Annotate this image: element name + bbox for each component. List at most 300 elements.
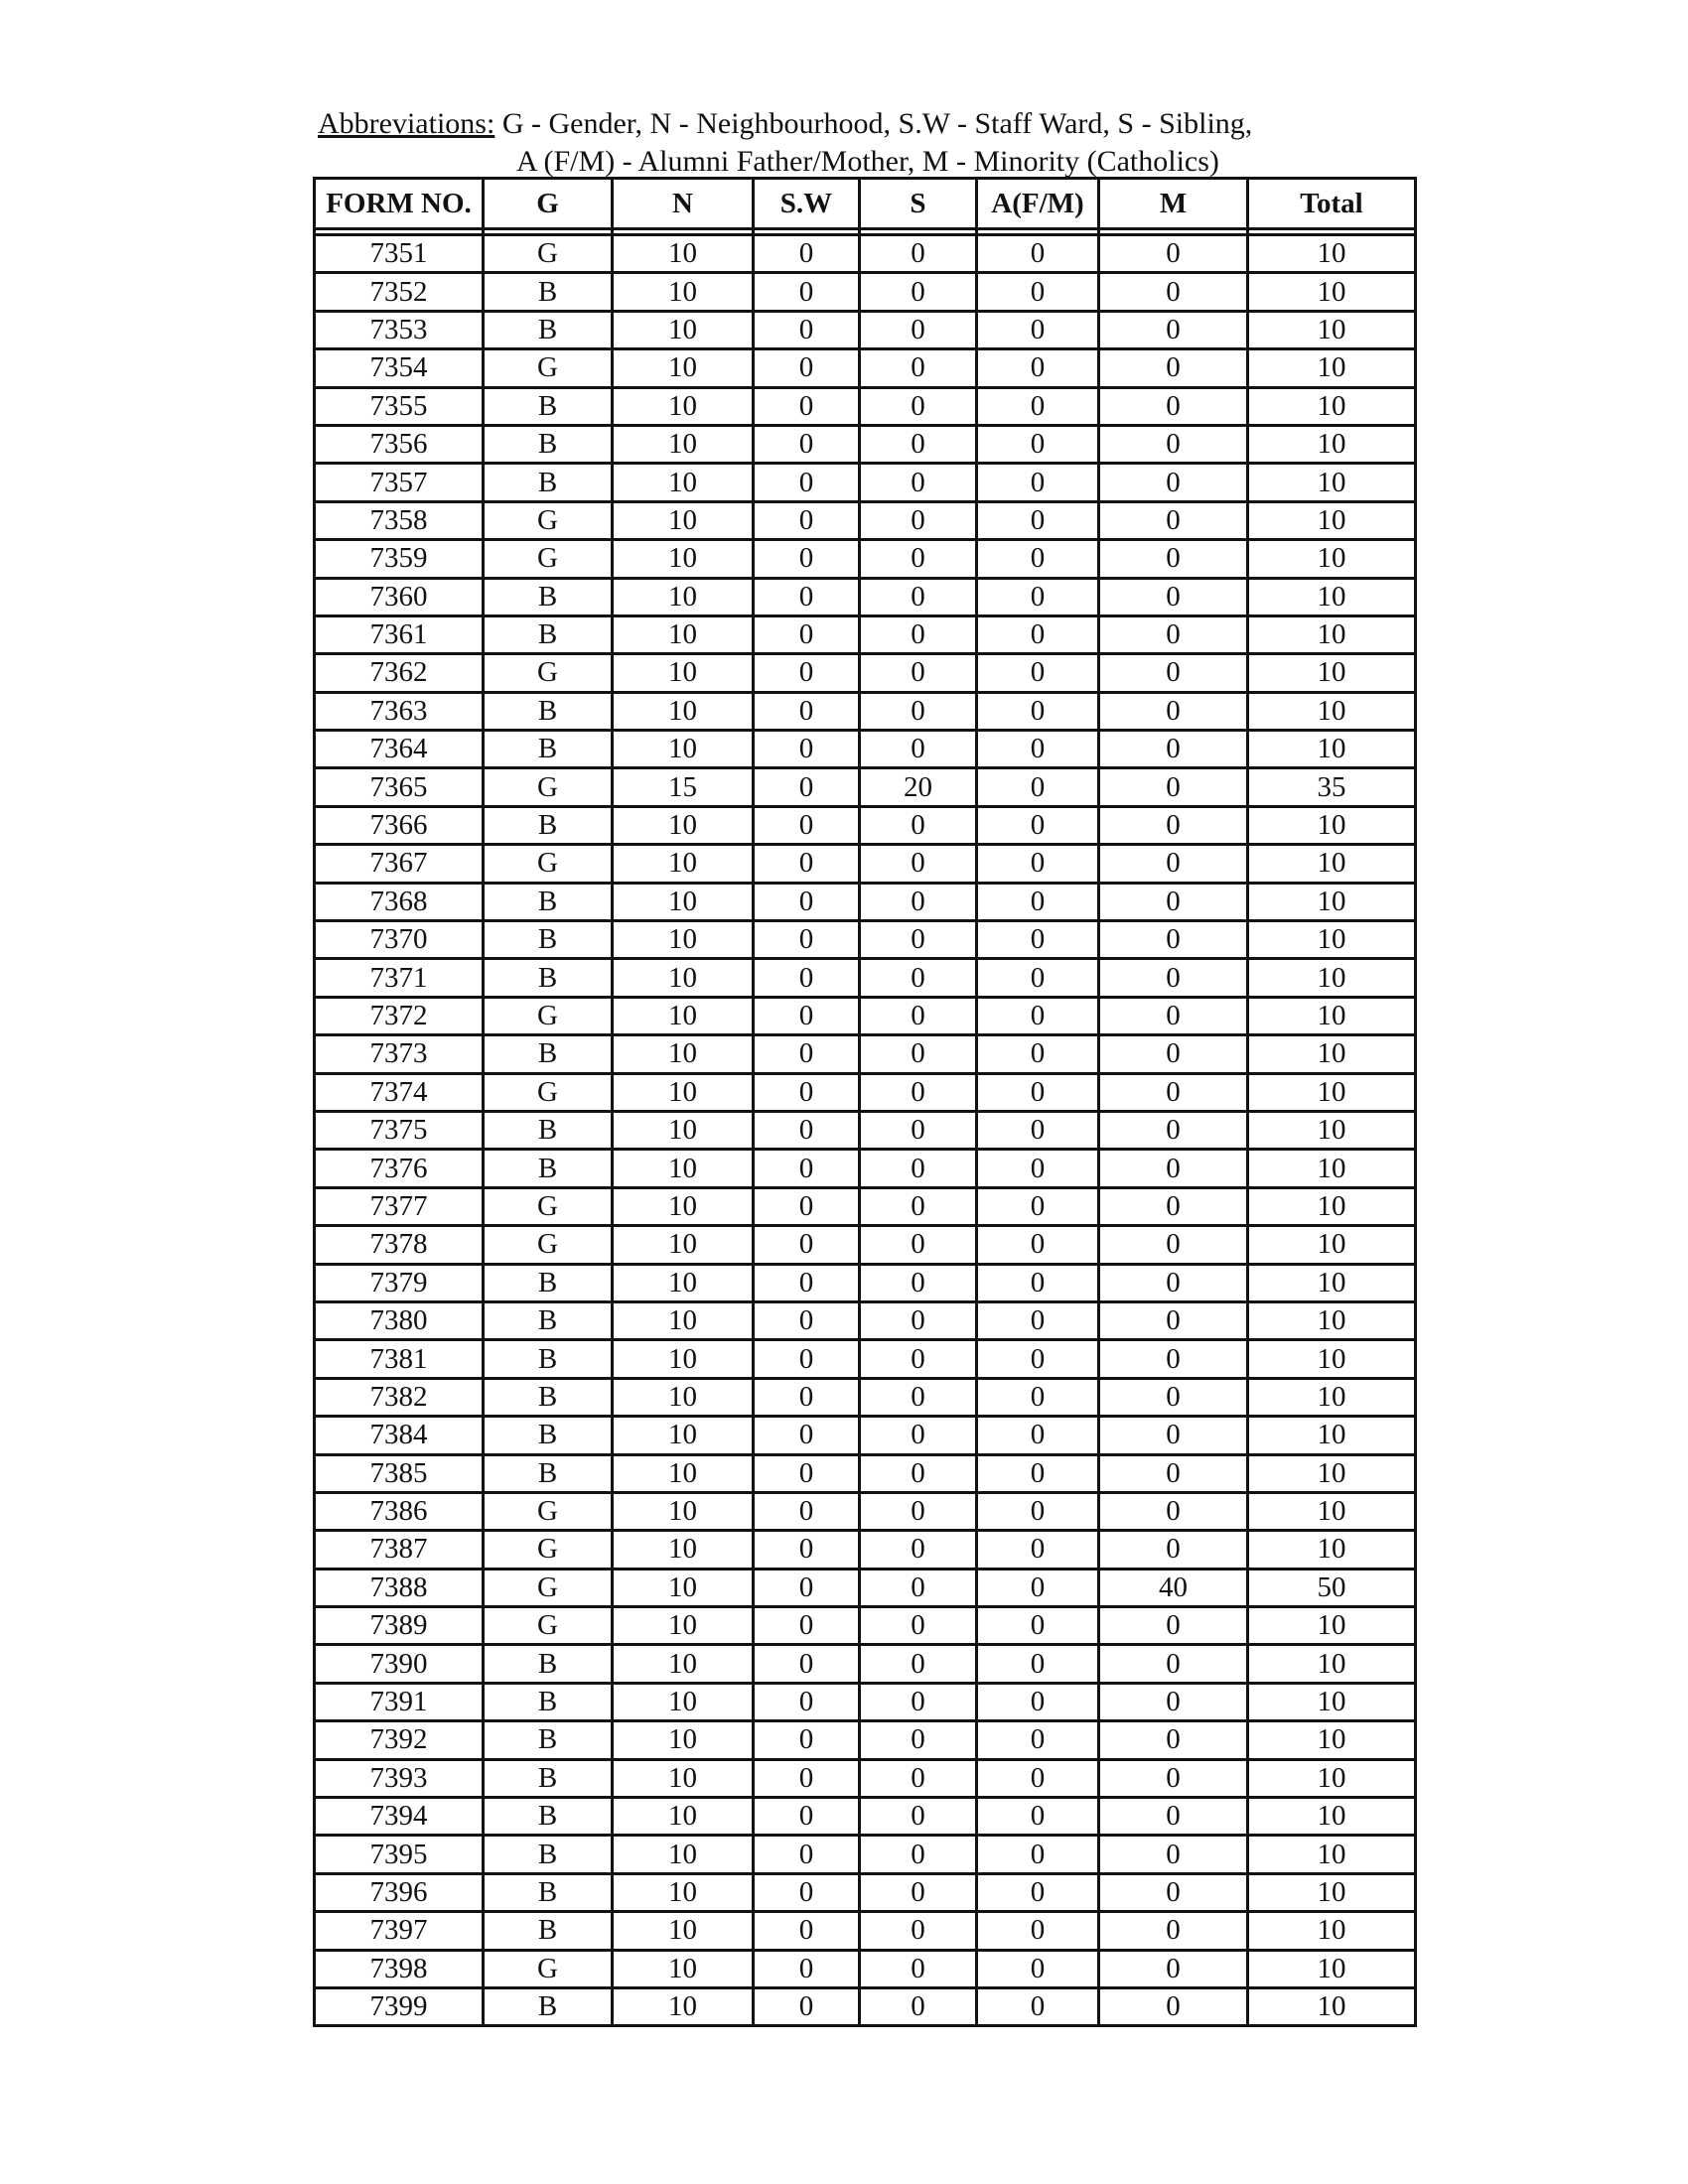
table-row bbox=[315, 1417, 1416, 1454]
form-no-cell: 7388 bbox=[315, 1569, 484, 1606]
sibling-cell: 0 bbox=[860, 959, 977, 997]
sibling-cell: 0 bbox=[860, 349, 977, 387]
staff-ward-cell: 0 bbox=[754, 311, 860, 348]
minority-cell: 0 bbox=[1099, 1035, 1248, 1073]
abbreviations-heading: Abbreviations: bbox=[318, 107, 495, 140]
neighbourhood-cell: 10 bbox=[613, 1111, 754, 1149]
neighbourhood-cell: 10 bbox=[613, 883, 754, 920]
alumni-cell: 0 bbox=[977, 1264, 1099, 1301]
total-cell: 10 bbox=[1248, 1873, 1416, 1911]
alumni-cell: 0 bbox=[977, 1378, 1099, 1416]
alumni-cell: 0 bbox=[977, 1759, 1099, 1797]
total-cell: 10 bbox=[1248, 349, 1416, 387]
minority-cell: 0 bbox=[1099, 1187, 1248, 1225]
total-cell: 10 bbox=[1248, 1150, 1416, 1187]
sibling-cell: 0 bbox=[860, 615, 977, 653]
sibling-cell: 0 bbox=[860, 1569, 977, 1606]
table-row bbox=[315, 1873, 1416, 1911]
form-no-cell: 7396 bbox=[315, 1873, 484, 1911]
total-cell: 10 bbox=[1248, 1531, 1416, 1569]
minority-cell: 0 bbox=[1099, 806, 1248, 844]
staff-ward-cell: 0 bbox=[754, 921, 860, 959]
alumni-cell: 0 bbox=[977, 806, 1099, 844]
staff-ward-cell: 0 bbox=[754, 1987, 860, 2025]
total-cell: 10 bbox=[1248, 921, 1416, 959]
neighbourhood-cell: 10 bbox=[613, 578, 754, 615]
sibling-cell: 0 bbox=[860, 921, 977, 959]
staff-ward-cell: 0 bbox=[754, 1912, 860, 1950]
gender-cell: B bbox=[484, 959, 613, 997]
sibling-cell: 0 bbox=[860, 1873, 977, 1911]
minority-cell: 0 bbox=[1099, 311, 1248, 348]
neighbourhood-cell: 10 bbox=[613, 1378, 754, 1416]
staff-ward-cell: 0 bbox=[754, 654, 860, 692]
neighbourhood-cell: 10 bbox=[613, 1569, 754, 1606]
form-no-cell: 7399 bbox=[315, 1987, 484, 2025]
gender-cell: G bbox=[484, 654, 613, 692]
alumni-cell: 0 bbox=[977, 845, 1099, 883]
minority-cell: 0 bbox=[1099, 615, 1248, 653]
alumni-cell: 0 bbox=[977, 501, 1099, 539]
total-cell: 10 bbox=[1248, 1454, 1416, 1492]
staff-ward-cell: 0 bbox=[754, 1187, 860, 1225]
alumni-cell: 0 bbox=[977, 1187, 1099, 1225]
form-no-cell: 7378 bbox=[315, 1226, 484, 1264]
table-row bbox=[315, 349, 1416, 387]
neighbourhood-cell: 10 bbox=[613, 1683, 754, 1720]
form-no-cell: 7387 bbox=[315, 1531, 484, 1569]
staff-ward-cell: 0 bbox=[754, 425, 860, 463]
minority-cell: 0 bbox=[1099, 1759, 1248, 1797]
sibling-cell: 0 bbox=[860, 1531, 977, 1569]
header-total: Total bbox=[1248, 179, 1416, 229]
minority-cell: 0 bbox=[1099, 1111, 1248, 1149]
sibling-cell: 0 bbox=[860, 1150, 977, 1187]
sibling-cell: 0 bbox=[860, 1378, 977, 1416]
gender-cell: B bbox=[484, 464, 613, 501]
staff-ward-cell: 0 bbox=[754, 1226, 860, 1264]
total-cell: 10 bbox=[1248, 1721, 1416, 1759]
minority-cell: 0 bbox=[1099, 654, 1248, 692]
staff-ward-cell: 0 bbox=[754, 349, 860, 387]
gender-cell: G bbox=[484, 1073, 613, 1111]
staff-ward-cell: 0 bbox=[754, 501, 860, 539]
minority-cell: 0 bbox=[1099, 578, 1248, 615]
gender-cell: B bbox=[484, 692, 613, 730]
staff-ward-cell: 0 bbox=[754, 1340, 860, 1378]
header-form-no: FORM NO. bbox=[315, 179, 484, 229]
table-row bbox=[315, 425, 1416, 463]
form-no-cell: 7367 bbox=[315, 845, 484, 883]
alumni-cell: 0 bbox=[977, 1987, 1099, 2025]
sibling-cell: 0 bbox=[860, 997, 977, 1034]
gender-cell: G bbox=[484, 1531, 613, 1569]
minority-cell: 0 bbox=[1099, 464, 1248, 501]
minority-cell: 0 bbox=[1099, 349, 1248, 387]
neighbourhood-cell: 10 bbox=[613, 1340, 754, 1378]
table-row bbox=[315, 1111, 1416, 1149]
alumni-cell: 0 bbox=[977, 1150, 1099, 1187]
total-cell: 10 bbox=[1248, 1378, 1416, 1416]
form-no-cell: 7377 bbox=[315, 1187, 484, 1225]
sibling-cell: 0 bbox=[860, 806, 977, 844]
gender-cell: B bbox=[484, 1035, 613, 1073]
minority-cell: 0 bbox=[1099, 1683, 1248, 1720]
sibling-cell: 0 bbox=[860, 1073, 977, 1111]
total-cell: 10 bbox=[1248, 959, 1416, 997]
table-row bbox=[315, 1912, 1416, 1950]
gender-cell: B bbox=[484, 1301, 613, 1339]
neighbourhood-cell: 10 bbox=[613, 959, 754, 997]
total-cell: 10 bbox=[1248, 273, 1416, 311]
staff-ward-cell: 0 bbox=[754, 1264, 860, 1301]
alumni-cell: 0 bbox=[977, 768, 1099, 806]
form-no-cell: 7355 bbox=[315, 387, 484, 425]
total-cell: 10 bbox=[1248, 883, 1416, 920]
gender-cell: B bbox=[484, 1645, 613, 1683]
alumni-cell: 0 bbox=[977, 1454, 1099, 1492]
neighbourhood-cell: 10 bbox=[613, 464, 754, 501]
gender-cell: G bbox=[484, 845, 613, 883]
gender-cell: G bbox=[484, 1226, 613, 1264]
total-cell: 10 bbox=[1248, 1073, 1416, 1111]
minority-cell: 0 bbox=[1099, 1301, 1248, 1339]
neighbourhood-cell: 10 bbox=[613, 1492, 754, 1530]
alumni-cell: 0 bbox=[977, 1836, 1099, 1873]
form-no-cell: 7375 bbox=[315, 1111, 484, 1149]
staff-ward-cell: 0 bbox=[754, 806, 860, 844]
neighbourhood-cell: 10 bbox=[613, 1531, 754, 1569]
form-no-cell: 7371 bbox=[315, 959, 484, 997]
total-cell: 10 bbox=[1248, 235, 1416, 273]
neighbourhood-cell: 10 bbox=[613, 1073, 754, 1111]
table-body bbox=[315, 229, 1416, 2026]
table-row bbox=[315, 1301, 1416, 1339]
total-cell: 10 bbox=[1248, 540, 1416, 578]
sibling-cell: 0 bbox=[860, 501, 977, 539]
sibling-cell: 0 bbox=[860, 1492, 977, 1530]
staff-ward-cell: 0 bbox=[754, 1073, 860, 1111]
form-no-cell: 7358 bbox=[315, 501, 484, 539]
table-row bbox=[315, 1340, 1416, 1378]
table-row bbox=[315, 1987, 1416, 2025]
neighbourhood-cell: 10 bbox=[613, 1226, 754, 1264]
gender-cell: G bbox=[484, 1607, 613, 1645]
alumni-cell: 0 bbox=[977, 387, 1099, 425]
form-no-cell: 7354 bbox=[315, 349, 484, 387]
form-no-cell: 7361 bbox=[315, 615, 484, 653]
header-staff-ward: S.W bbox=[754, 179, 860, 229]
table-row bbox=[315, 235, 1416, 273]
table-header-row bbox=[315, 179, 1416, 229]
total-cell: 10 bbox=[1248, 1950, 1416, 1987]
alumni-cell: 0 bbox=[977, 311, 1099, 348]
alumni-cell: 0 bbox=[977, 1645, 1099, 1683]
form-no-cell: 7391 bbox=[315, 1683, 484, 1720]
table-row bbox=[315, 1454, 1416, 1492]
minority-cell: 0 bbox=[1099, 692, 1248, 730]
minority-cell: 0 bbox=[1099, 845, 1248, 883]
alumni-cell: 0 bbox=[977, 235, 1099, 273]
table-row bbox=[315, 692, 1416, 730]
form-no-cell: 7385 bbox=[315, 1454, 484, 1492]
total-cell: 10 bbox=[1248, 1111, 1416, 1149]
alumni-cell: 0 bbox=[977, 654, 1099, 692]
table-row bbox=[315, 1492, 1416, 1530]
form-no-cell: 7359 bbox=[315, 540, 484, 578]
table-row bbox=[315, 806, 1416, 844]
neighbourhood-cell: 10 bbox=[613, 1264, 754, 1301]
header-minority: M bbox=[1099, 179, 1248, 229]
table-row bbox=[315, 1226, 1416, 1264]
header-gender: G bbox=[484, 179, 613, 229]
minority-cell: 0 bbox=[1099, 1873, 1248, 1911]
sibling-cell: 0 bbox=[860, 1187, 977, 1225]
sibling-cell: 0 bbox=[860, 1035, 977, 1073]
alumni-cell: 0 bbox=[977, 1569, 1099, 1606]
gender-cell: G bbox=[484, 1187, 613, 1225]
minority-cell: 0 bbox=[1099, 731, 1248, 768]
staff-ward-cell: 0 bbox=[754, 387, 860, 425]
table-row bbox=[315, 1569, 1416, 1606]
staff-ward-cell: 0 bbox=[754, 1454, 860, 1492]
alumni-cell: 0 bbox=[977, 1073, 1099, 1111]
table-row bbox=[315, 501, 1416, 539]
total-cell: 10 bbox=[1248, 1759, 1416, 1797]
alumni-cell: 0 bbox=[977, 959, 1099, 997]
total-cell: 50 bbox=[1248, 1569, 1416, 1606]
gender-cell: B bbox=[484, 1340, 613, 1378]
table-row bbox=[315, 768, 1416, 806]
neighbourhood-cell: 10 bbox=[613, 273, 754, 311]
form-no-cell: 7379 bbox=[315, 1264, 484, 1301]
table-row bbox=[315, 959, 1416, 997]
sibling-cell: 0 bbox=[860, 1340, 977, 1378]
total-cell: 10 bbox=[1248, 311, 1416, 348]
abbreviations-line-1 bbox=[318, 105, 1410, 143]
neighbourhood-cell: 10 bbox=[613, 1912, 754, 1950]
sibling-cell: 0 bbox=[860, 1111, 977, 1149]
total-cell: 10 bbox=[1248, 1264, 1416, 1301]
neighbourhood-cell: 10 bbox=[613, 1798, 754, 1836]
table-row bbox=[315, 845, 1416, 883]
sibling-cell: 0 bbox=[860, 1301, 977, 1339]
gender-cell: B bbox=[484, 615, 613, 653]
sibling-cell: 0 bbox=[860, 273, 977, 311]
sibling-cell: 0 bbox=[860, 731, 977, 768]
neighbourhood-cell: 10 bbox=[613, 806, 754, 844]
neighbourhood-cell: 10 bbox=[613, 349, 754, 387]
total-cell: 10 bbox=[1248, 997, 1416, 1034]
gender-cell: B bbox=[484, 1417, 613, 1454]
staff-ward-cell: 0 bbox=[754, 578, 860, 615]
form-no-cell: 7386 bbox=[315, 1492, 484, 1530]
neighbourhood-cell: 10 bbox=[613, 845, 754, 883]
form-no-cell: 7374 bbox=[315, 1073, 484, 1111]
header-alumni: A(F/M) bbox=[977, 179, 1099, 229]
neighbourhood-cell: 10 bbox=[613, 1721, 754, 1759]
alumni-cell: 0 bbox=[977, 1912, 1099, 1950]
neighbourhood-cell: 10 bbox=[613, 425, 754, 463]
gender-cell: B bbox=[484, 1378, 613, 1416]
total-cell: 10 bbox=[1248, 387, 1416, 425]
gender-cell: B bbox=[484, 731, 613, 768]
form-no-cell: 7373 bbox=[315, 1035, 484, 1073]
sibling-cell: 0 bbox=[860, 311, 977, 348]
total-cell: 10 bbox=[1248, 1836, 1416, 1873]
staff-ward-cell: 0 bbox=[754, 540, 860, 578]
table-row bbox=[315, 921, 1416, 959]
form-no-cell: 7352 bbox=[315, 273, 484, 311]
table-row bbox=[315, 1950, 1416, 1987]
alumni-cell: 0 bbox=[977, 1417, 1099, 1454]
minority-cell: 0 bbox=[1099, 1798, 1248, 1836]
total-cell: 10 bbox=[1248, 501, 1416, 539]
alumni-cell: 0 bbox=[977, 921, 1099, 959]
gender-cell: G bbox=[484, 349, 613, 387]
gender-cell: B bbox=[484, 1454, 613, 1492]
staff-ward-cell: 0 bbox=[754, 1798, 860, 1836]
sibling-cell: 0 bbox=[860, 1607, 977, 1645]
staff-ward-cell: 0 bbox=[754, 768, 860, 806]
table-row bbox=[315, 654, 1416, 692]
minority-cell: 0 bbox=[1099, 1073, 1248, 1111]
total-cell: 10 bbox=[1248, 1301, 1416, 1339]
neighbourhood-cell: 10 bbox=[613, 1301, 754, 1339]
table-row bbox=[315, 1073, 1416, 1111]
staff-ward-cell: 0 bbox=[754, 1301, 860, 1339]
minority-cell: 0 bbox=[1099, 1950, 1248, 1987]
gender-cell: B bbox=[484, 1798, 613, 1836]
form-no-cell: 7357 bbox=[315, 464, 484, 501]
form-no-cell: 7382 bbox=[315, 1378, 484, 1416]
total-cell: 35 bbox=[1248, 768, 1416, 806]
minority-cell: 0 bbox=[1099, 1492, 1248, 1530]
alumni-cell: 0 bbox=[977, 1531, 1099, 1569]
staff-ward-cell: 0 bbox=[754, 997, 860, 1034]
total-cell: 10 bbox=[1248, 1912, 1416, 1950]
gender-cell: G bbox=[484, 540, 613, 578]
staff-ward-cell: 0 bbox=[754, 1873, 860, 1911]
table-row bbox=[315, 1645, 1416, 1683]
gender-cell: B bbox=[484, 1987, 613, 2025]
table-row bbox=[315, 578, 1416, 615]
form-no-cell: 7364 bbox=[315, 731, 484, 768]
alumni-cell: 0 bbox=[977, 731, 1099, 768]
minority-cell: 0 bbox=[1099, 273, 1248, 311]
alumni-cell: 0 bbox=[977, 1873, 1099, 1911]
sibling-cell: 0 bbox=[860, 578, 977, 615]
sibling-cell: 0 bbox=[860, 464, 977, 501]
gender-cell: B bbox=[484, 425, 613, 463]
form-no-cell: 7372 bbox=[315, 997, 484, 1034]
staff-ward-cell: 0 bbox=[754, 1836, 860, 1873]
alumni-cell: 0 bbox=[977, 1301, 1099, 1339]
total-cell: 10 bbox=[1248, 1798, 1416, 1836]
abbreviations-legend bbox=[318, 105, 1410, 181]
minority-cell: 0 bbox=[1099, 1378, 1248, 1416]
alumni-cell: 0 bbox=[977, 349, 1099, 387]
gender-cell: B bbox=[484, 1150, 613, 1187]
form-no-cell: 7393 bbox=[315, 1759, 484, 1797]
sibling-cell: 0 bbox=[860, 1683, 977, 1720]
minority-cell: 0 bbox=[1099, 883, 1248, 920]
minority-cell: 0 bbox=[1099, 1454, 1248, 1492]
neighbourhood-cell: 10 bbox=[613, 921, 754, 959]
minority-cell: 0 bbox=[1099, 1340, 1248, 1378]
sibling-cell: 0 bbox=[860, 654, 977, 692]
minority-cell: 0 bbox=[1099, 768, 1248, 806]
neighbourhood-cell: 10 bbox=[613, 1645, 754, 1683]
form-no-cell: 7360 bbox=[315, 578, 484, 615]
table-row bbox=[315, 1721, 1416, 1759]
neighbourhood-cell: 10 bbox=[613, 1950, 754, 1987]
neighbourhood-cell: 10 bbox=[613, 540, 754, 578]
gender-cell: B bbox=[484, 1264, 613, 1301]
abbreviations-line-2: A (F/M) - Alumni Father/Mother, M - Minority (Catholics) bbox=[516, 145, 1219, 178]
staff-ward-cell: 0 bbox=[754, 273, 860, 311]
neighbourhood-cell: 10 bbox=[613, 387, 754, 425]
total-cell: 10 bbox=[1248, 1035, 1416, 1073]
header-neighbourhood: N bbox=[613, 179, 754, 229]
staff-ward-cell: 0 bbox=[754, 692, 860, 730]
alumni-cell: 0 bbox=[977, 540, 1099, 578]
staff-ward-cell: 0 bbox=[754, 1150, 860, 1187]
table-row bbox=[315, 997, 1416, 1034]
table-row bbox=[315, 311, 1416, 348]
alumni-cell: 0 bbox=[977, 273, 1099, 311]
minority-cell: 0 bbox=[1099, 540, 1248, 578]
gender-cell: G bbox=[484, 1950, 613, 1987]
total-cell: 10 bbox=[1248, 615, 1416, 653]
table-row bbox=[315, 1531, 1416, 1569]
gender-cell: B bbox=[484, 1721, 613, 1759]
sibling-cell: 0 bbox=[860, 845, 977, 883]
form-no-cell: 7370 bbox=[315, 921, 484, 959]
form-no-cell: 7392 bbox=[315, 1721, 484, 1759]
minority-cell: 0 bbox=[1099, 1721, 1248, 1759]
neighbourhood-cell: 10 bbox=[613, 615, 754, 653]
total-cell: 10 bbox=[1248, 731, 1416, 768]
minority-cell: 0 bbox=[1099, 921, 1248, 959]
gender-cell: B bbox=[484, 1111, 613, 1149]
alumni-cell: 0 bbox=[977, 1798, 1099, 1836]
minority-cell: 0 bbox=[1099, 1987, 1248, 2025]
gender-cell: G bbox=[484, 235, 613, 273]
neighbourhood-cell: 10 bbox=[613, 654, 754, 692]
gender-cell: B bbox=[484, 806, 613, 844]
staff-ward-cell: 0 bbox=[754, 731, 860, 768]
table-row bbox=[315, 387, 1416, 425]
total-cell: 10 bbox=[1248, 1417, 1416, 1454]
staff-ward-cell: 0 bbox=[754, 1378, 860, 1416]
minority-cell: 0 bbox=[1099, 1912, 1248, 1950]
table-row bbox=[315, 1035, 1416, 1073]
neighbourhood-cell: 10 bbox=[613, 997, 754, 1034]
sibling-cell: 0 bbox=[860, 1417, 977, 1454]
gender-cell: B bbox=[484, 387, 613, 425]
staff-ward-cell: 0 bbox=[754, 1721, 860, 1759]
gender-cell: B bbox=[484, 883, 613, 920]
total-cell: 10 bbox=[1248, 1340, 1416, 1378]
minority-cell: 0 bbox=[1099, 959, 1248, 997]
sibling-cell: 0 bbox=[860, 1721, 977, 1759]
staff-ward-cell: 0 bbox=[754, 464, 860, 501]
total-cell: 10 bbox=[1248, 1645, 1416, 1683]
neighbourhood-cell: 10 bbox=[613, 235, 754, 273]
staff-ward-cell: 0 bbox=[754, 1492, 860, 1530]
table-row bbox=[315, 1759, 1416, 1797]
